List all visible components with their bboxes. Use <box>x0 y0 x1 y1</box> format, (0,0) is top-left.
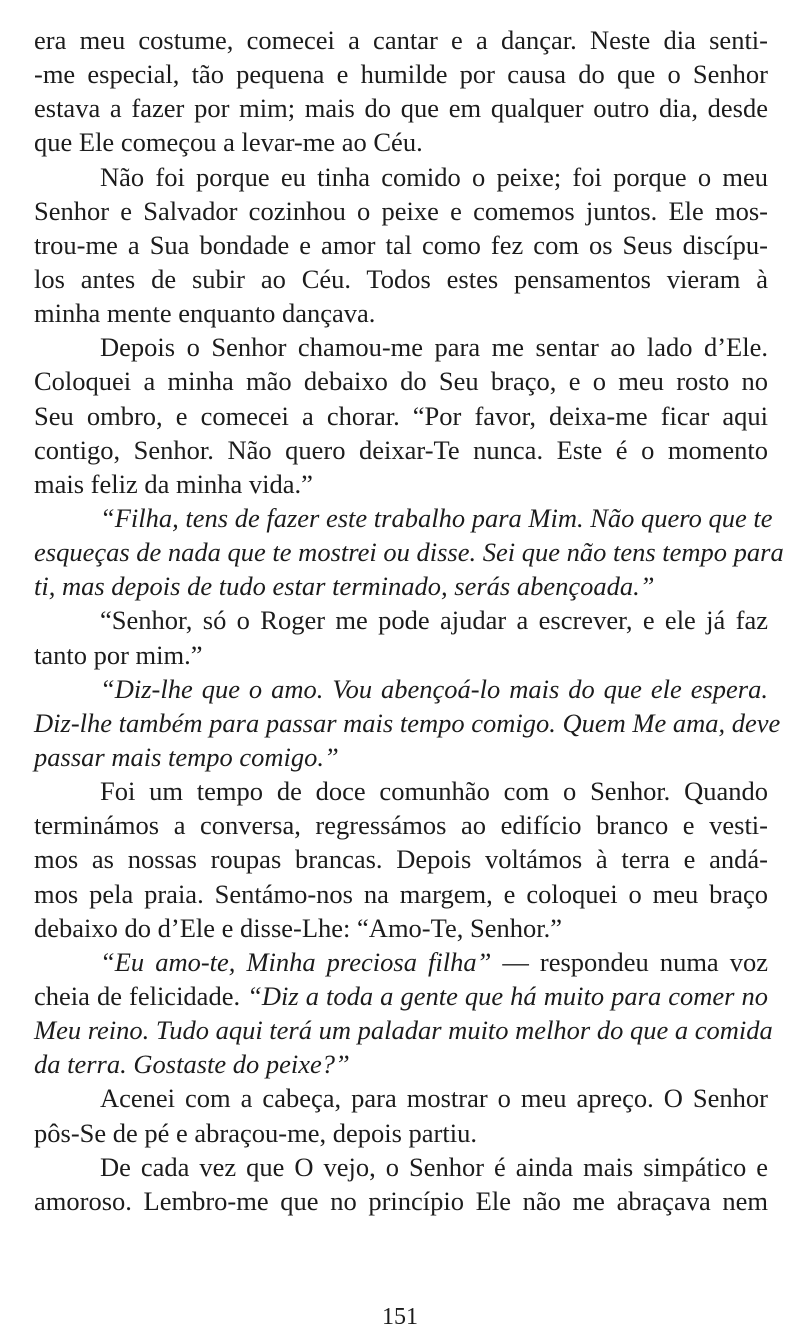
text-line: trou-me a Sua bondade e amor tal como fez com os Seus discípu- <box>34 229 768 260</box>
italic-run: “Diz a toda a gente que há muito para comer no <box>247 980 768 1011</box>
text-line: era meu costume, comecei a cantar e a dançar. Neste dia senti- <box>34 25 768 55</box>
text-line: Depois o Senhor chamou-me para me sentar ao lado d’Ele. <box>100 332 768 363</box>
text-line: minha mente enquanto dançava. <box>34 298 376 329</box>
text-line: “Filha, tens de fazer este trabalho para Mim. Não quero que te <box>100 502 773 533</box>
text-line: -me especial, tão pequena e humilde por causa do que o Senhor <box>34 59 768 90</box>
text-line: Diz-lhe também para passar mais tempo comigo. Quem Me ama, deve <box>34 707 781 738</box>
text-line: da terra. Gostaste do peixe?” <box>34 1049 350 1080</box>
text-line: estava a fazer por mim; mais do que em qualquer outro dia, desde <box>34 93 768 124</box>
text-line: passar mais tempo comigo.” <box>34 741 339 772</box>
text-line: ti, mas depois de tudo estar terminado, serás abençoada.” <box>34 571 655 602</box>
paragraph <box>34 774 768 945</box>
text-line: terminámos a conversa, regressámos ao edifício branco e vesti- <box>34 810 768 841</box>
text-line: esqueças de nada que te mostrei ou disse. Sei que não tens tempo para <box>34 537 784 568</box>
text-line: Acenei com a cabeça, para mostrar o meu apreço. O Senhor <box>100 1083 768 1114</box>
text-line: mos pela praia. Sentámo-nos na margem, e coloquei o meu braço <box>34 878 768 909</box>
text-line: amoroso. Lembro-me que no princípio Ele não me abraçava nem <box>34 1185 768 1216</box>
paragraph <box>34 501 784 603</box>
text-line: los antes de subir ao Céu. Todos estes pensamentos vieram à <box>34 263 768 294</box>
paragraph <box>34 1150 768 1218</box>
text-line: pôs-Se de pé e abraçou-me, depois partiu. <box>34 1117 477 1148</box>
text-line: “Diz-lhe que o amo. Vou abençoá-lo mais do que ele espera. <box>100 673 768 704</box>
text-line <box>34 945 768 979</box>
paragraph <box>34 23 768 160</box>
text-run: cheia de felicidade. <box>34 980 248 1011</box>
text-line: Não foi porque eu tinha comido o peixe; foi porque o meu <box>100 161 768 192</box>
paragraph <box>34 1081 768 1149</box>
paragraph <box>34 945 773 1082</box>
page-number: 151 <box>382 1304 418 1330</box>
text-line: “Senhor, só o Roger me pode ajudar a escrever, e ele já faz <box>100 605 768 636</box>
paragraph <box>34 603 768 671</box>
text-line: Senhor e Salvador cozinhou o peixe e comemos juntos. Ele mos- <box>34 195 768 226</box>
page-body <box>34 23 784 1218</box>
text-run: — respondeu numa voz <box>491 946 768 977</box>
italic-run: “Eu amo-te, Minha preciosa filha” <box>100 946 492 977</box>
text-line: que Ele começou a levar-me ao Céu. <box>34 127 423 158</box>
paragraph <box>34 672 781 774</box>
text-line: De cada vez que O vejo, o Senhor é ainda mais simpático e <box>100 1151 768 1182</box>
text-line: Meu reino. Tudo aqui terá um paladar muito melhor do que a comida <box>34 1015 773 1046</box>
text-line: mos as nossas roupas brancas. Depois voltámos à terra e andá- <box>34 844 768 875</box>
paragraph <box>34 330 768 501</box>
paragraph <box>34 160 768 331</box>
text-line: debaixo do d’Ele e disse-Lhe: “Amo-Te, Senhor.” <box>34 912 562 943</box>
text-line <box>34 979 768 1013</box>
text-line: Seu ombro, e comecei a chorar. “Por favor, deixa-me ficar aqui <box>34 400 768 431</box>
text-line: Foi um tempo de doce comunhão com o Senhor. Quando <box>100 776 768 807</box>
text-line: contigo, Senhor. Não quero deixar-Te nunca. Este é o momento <box>34 434 768 465</box>
text-line: tanto por mim.” <box>34 639 203 670</box>
text-line: mais feliz da minha vida.” <box>34 468 313 499</box>
text-line: Coloquei a minha mão debaixo do Seu braço, e o meu rosto no <box>34 366 768 397</box>
